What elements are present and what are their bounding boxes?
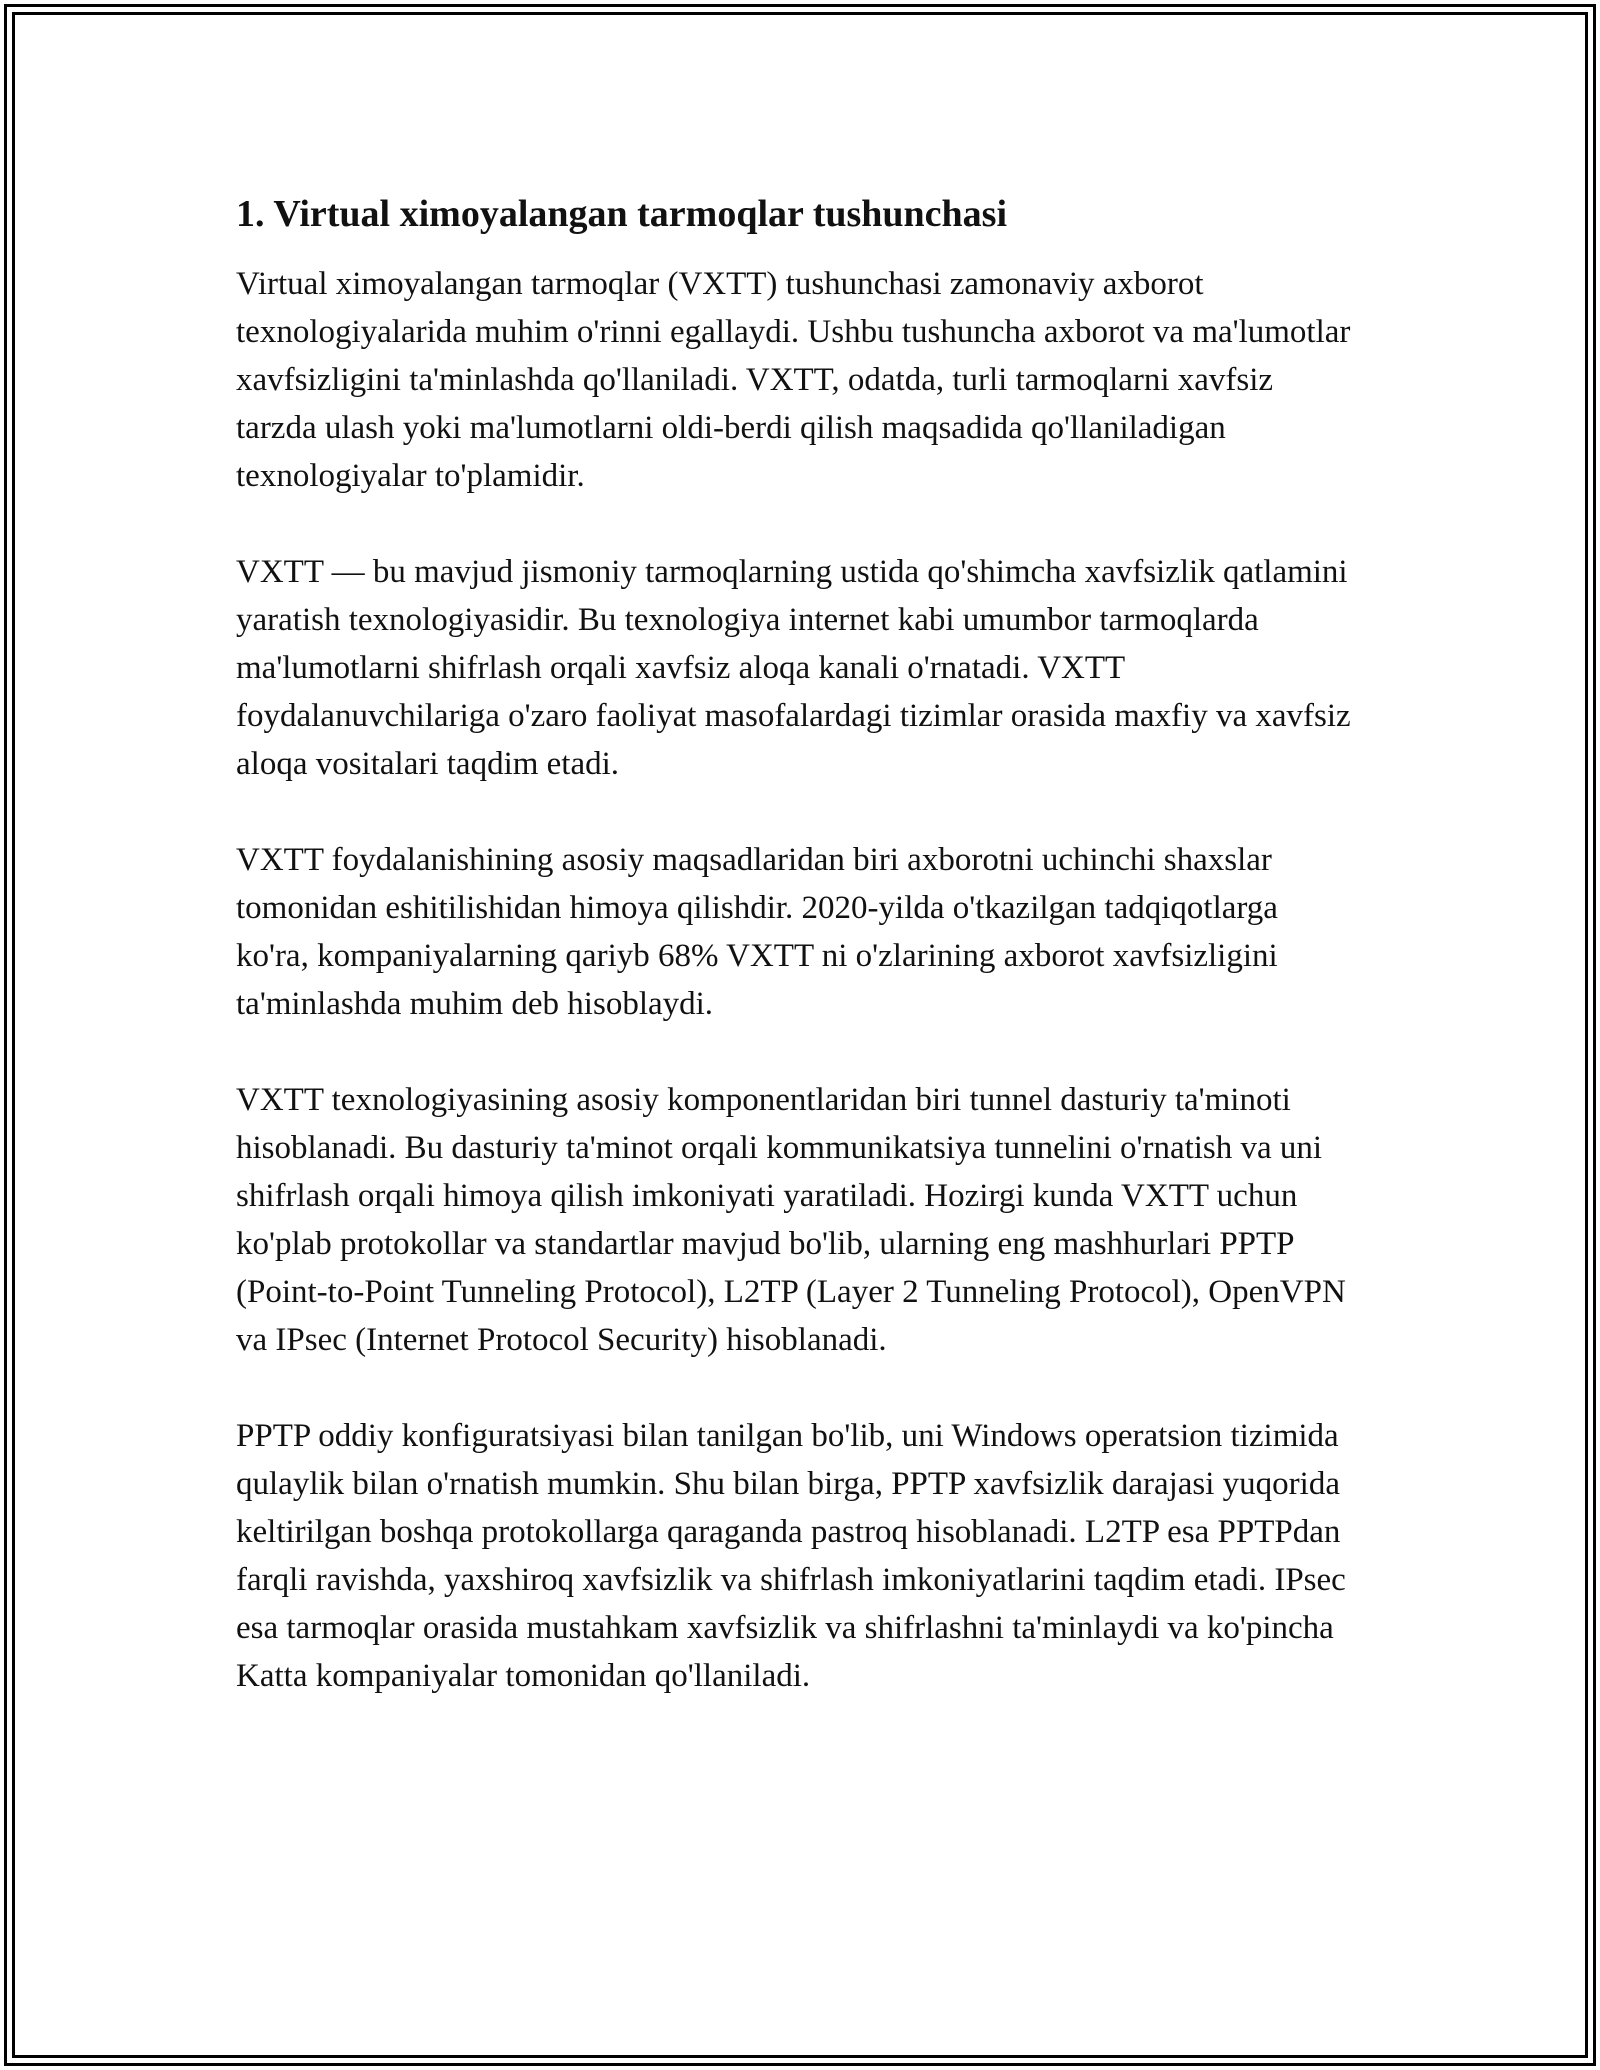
paragraph-2: VXTT — bu mavjud jismoniy tarmoqlarning ustida qo'shimcha xavfsizlik qatlamini yaratish texnologiyasidir. Bu texnologiya internet kabi umumbor tarmoqlarda ma'lumotlarni shifrlash orqali xavfsiz aloqa kanali o'rnatadi. VXTT foydalanuvchilariga o'zaro faoliyat masofalardagi tizimlar orasida maxfiy va xavfsiz aloqa vositalari taqdim etadi.: [236, 554, 1351, 782]
paragraph-3: VXTT foydalanishining asosiy maqsadlaridan biri axborotni uchinchi shaxslar tomonidan eshitilishidan himoya qilishdir. 2020-yilda o'tkazilgan tadqiqotlarga ko'ra, kompaniyalarning qariyb 68% VXTT ni o'zlarining axborot xavfsizligini ta'minlashda muhim deb hisoblaydi.: [236, 842, 1278, 1022]
section-heading: 1. Virtual ximoyalangan tarmoqlar tushunchasi: [236, 193, 1008, 235]
document-body: [236, 188, 1356, 1748]
paragraph-5: PPTP oddiy konfiguratsiyasi bilan tanilgan bo'lib, uni Windows operatsion tizimida qulaylik bilan o'rnatish mumkin. Shu bilan birga, PPTP xavfsizlik darajasi yuqorida keltirilgan boshqa protokollarga qaraganda pastroq hisoblanadi. L2TP esa PPTPdan farqli ravishda, yaxshiroq xavfsizlik va shifrlash imkoniyatlarini taqdim etadi. IPsec esa tarmoqlar orasida mustahkam xavfsizlik va shifrlashni ta'minlaydi va ko'pincha Katta kompaniyalar tomonidan qo'llaniladi.: [236, 1418, 1346, 1694]
paragraph-4: VXTT texnologiyasining asosiy komponentlaridan biri tunnel dasturiy ta'minoti hisoblanadi. Bu dasturiy ta'minot orqali kommunikatsiya tunnelini o'rnatish va uni shifrlash orqali himoya qilish imkoniyati yaratiladi. Hozirgi kunda VXTT uchun ko'plab protokollar va standartlar mavjud bo'lib, ularning eng mashhurlari PPTP (Point-to-Point Tunneling Protocol), L2TP (Layer 2 Tunneling Protocol), OpenVPN va IPsec (Internet Protocol Security) hisoblanadi.: [236, 1082, 1346, 1358]
paragraph-1: Virtual ximoyalangan tarmoqlar (VXTT) tushunchasi zamonaviy axborot texnologiyalarida muhim o'rinni egallaydi. Ushbu tushuncha axborot va ma'lumotlar xavfsizligini ta'minlashda qo'llaniladi. VXTT, odatda, turli tarmoqlarni xavfsiz tarzda ulash yoki ma'lumotlarni oldi-berdi qilish maqsadida qo'llaniladigan texnologiyalar to'plamidir.: [236, 266, 1351, 494]
